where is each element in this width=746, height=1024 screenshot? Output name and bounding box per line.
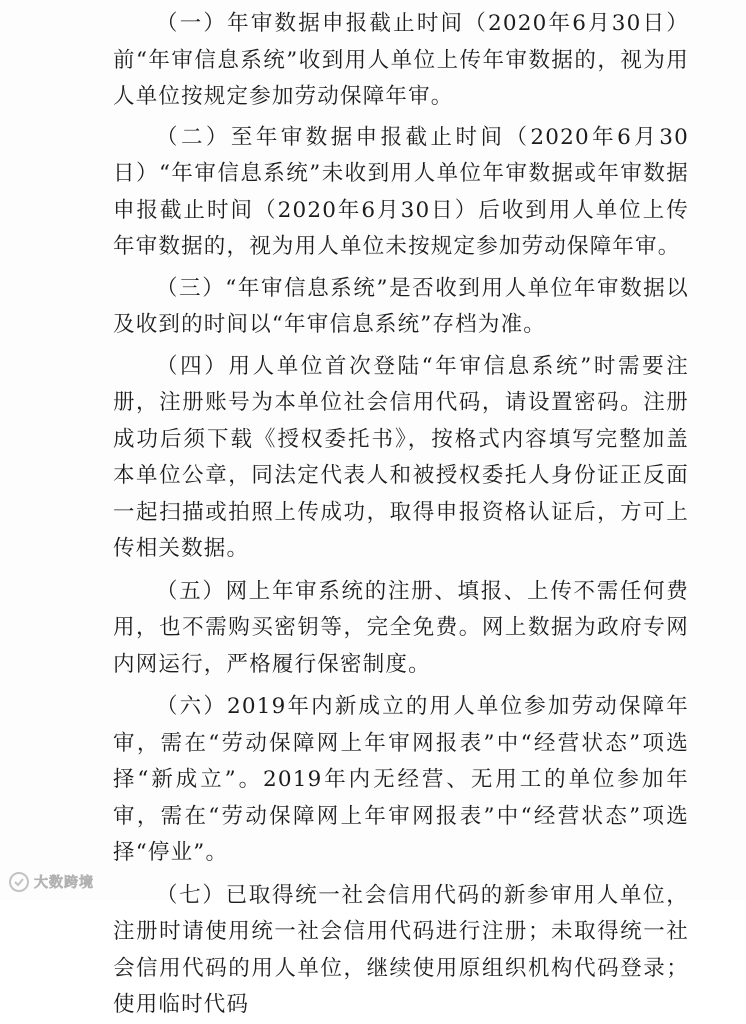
paragraph-item-5: （五）网上年审系统的注册、填报、上传不需任何费用，也不需购买密钥等，完全免费。网上数据为政府专网内网运行，严格履行保密制度。 <box>113 578 689 677</box>
document-body <box>113 6 689 1024</box>
paragraph-item-1: （一）年审数据申报截止时间（2020年6月30日）前“年审信息系统”收到用人单位上传年审数据的，视为用人单位按规定参加劳动保障年审。 <box>113 11 689 109</box>
paragraph-item-4: （四）用人单位首次登陆“年审信息系统”时需要注册，注册账号为本单位社会信用代码，请设置密码。注册成功后须下载《授权委托书》，按格式内容填写完整加盖本单位公章，同法定代表人和被授权委托人身份证正反面一起扫描或拍照上传成功，取得申报资格认证后，方可上传相关数据。 <box>113 353 689 561</box>
brand-logo-icon <box>8 871 30 893</box>
watermark-text: 大数跨境 <box>34 875 94 891</box>
paragraph-item-7: （七）已取得统一社会信用代码的新参审用人单位，注册时请使用统一社会信用代码进行注册；未取得统一社会信用代码的用人单位，继续使用原组织机构代码登录；使用临时代码 <box>113 882 689 1017</box>
paragraph-item-2: （二）至年审数据申报截止时间（2020年6月30日）“年审信息系统”未收到用人单位年审数据或年审数据申报截止时间（2020年6月30日）后收到用人单位上传年审数据的，视为用人单位未按规定参加劳动保障年审。 <box>113 124 689 259</box>
watermark <box>8 870 94 894</box>
paragraph-item-3: （三）“年审信息系统”是否收到用人单位年审数据以及收到的时间以“年审信息系统”存档为准。 <box>113 275 689 337</box>
paragraph-item-6: （六）2019年内新成立的用人单位参加劳动保障年审，需在“劳动保障网上年审网报表”中“经营状态”项选择“新成立”。2019年内无经营、无用工的单位参加年审，需在“劳动保障网上年审网报表”中“经营状态”项选择“停业”。 <box>113 694 689 865</box>
